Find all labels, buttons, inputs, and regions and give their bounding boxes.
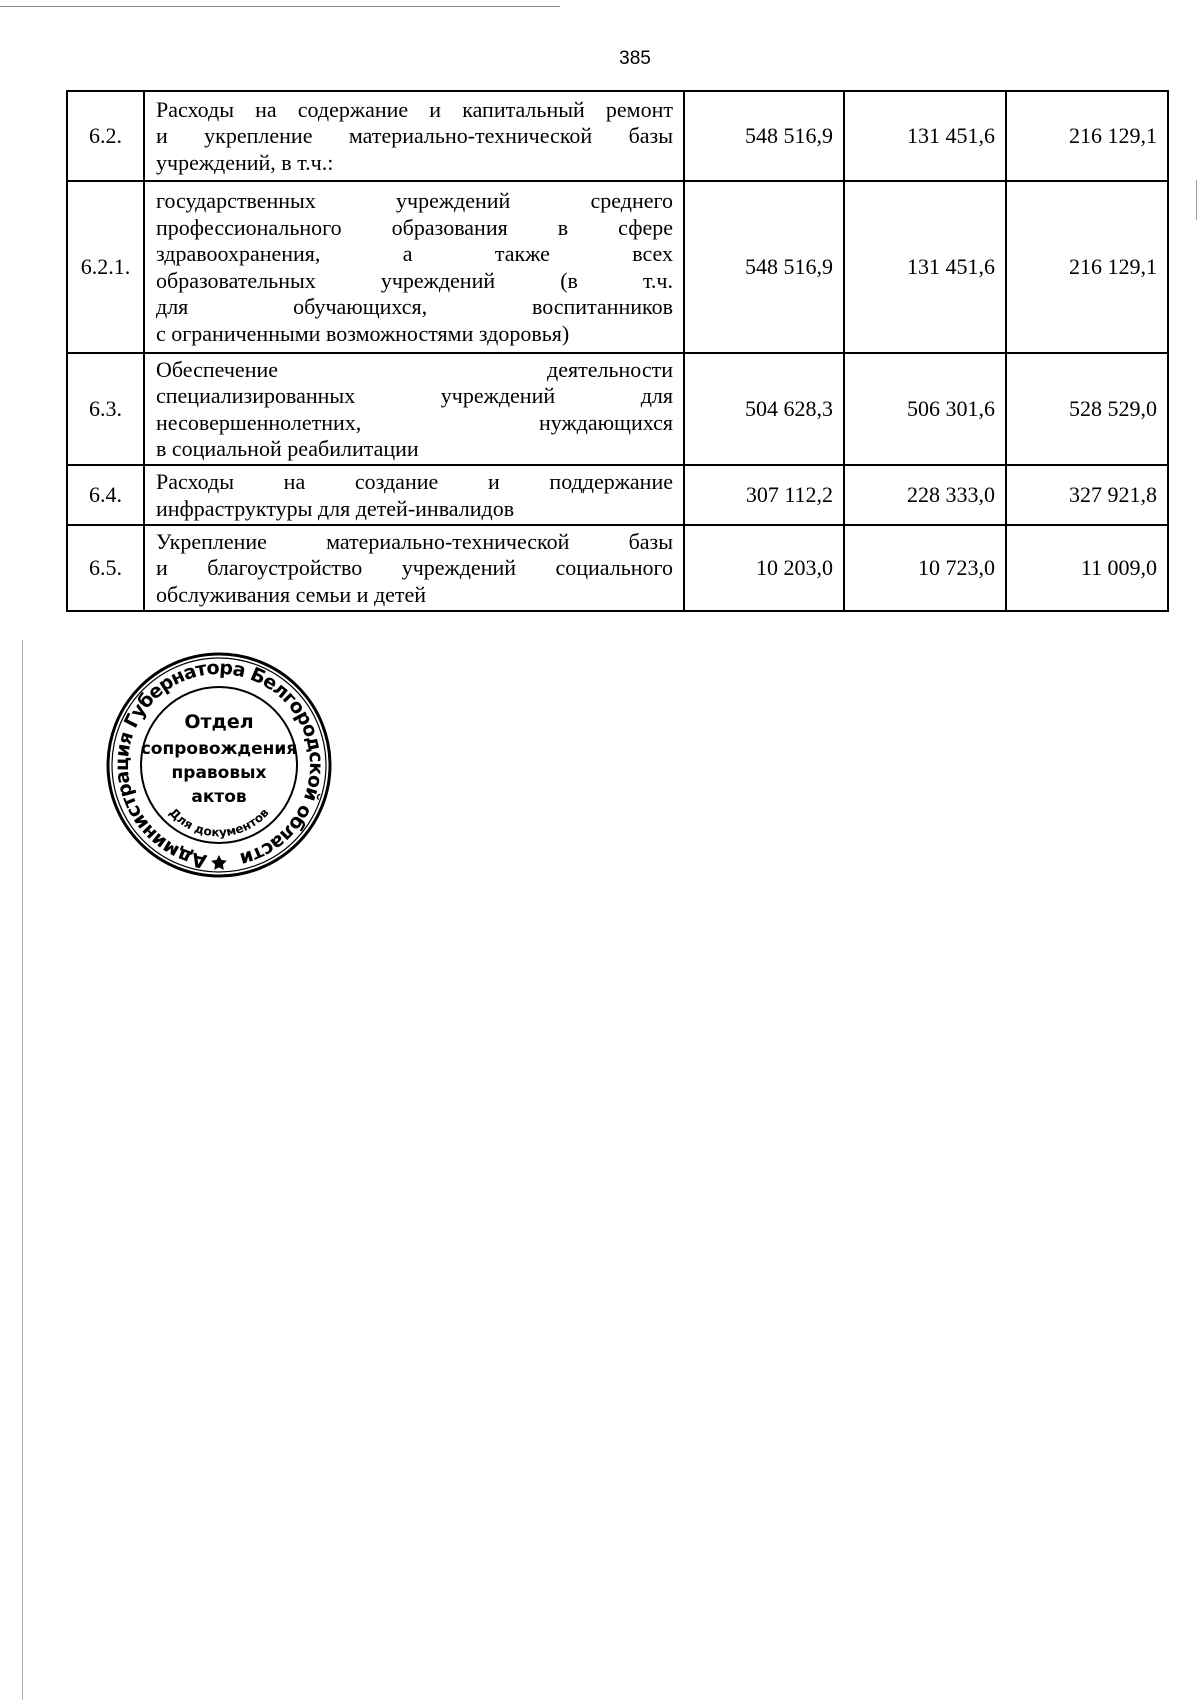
page-number: 385	[619, 48, 651, 69]
description-line: и благоустройство учреждений социального	[156, 555, 673, 581]
description-line: с ограниченными возможностями здоровья)	[156, 320, 570, 346]
value-cell-3: 11 009,0	[1006, 525, 1168, 611]
row-number: 6.3.	[67, 353, 144, 465]
row-number: 6.4.	[67, 465, 144, 525]
scan-edge-line-left	[22, 640, 23, 1700]
description-line: Расходы на создание и поддержание	[156, 469, 673, 494]
value-cell-2: 506 301,6	[844, 353, 1006, 465]
stamp-bottom-text: Для документов	[166, 805, 272, 840]
description-line: обслуживания семьи и детей	[156, 581, 427, 607]
value-cell-3: 528 529,0	[1006, 353, 1168, 465]
description-line: для обучающихся, воспитанников	[156, 294, 673, 319]
value-cell-1: 504 628,3	[684, 353, 844, 465]
official-stamp	[104, 650, 334, 880]
row-description	[144, 525, 684, 611]
row-description	[144, 465, 684, 525]
stamp-center-line: сопровождения	[140, 739, 298, 759]
scan-edge-line	[0, 6, 560, 7]
description-line: Укрепление материально-технической базы	[156, 528, 673, 554]
stamp-center-line: правовых	[171, 763, 267, 783]
description-line: Расходы на содержание и капитальный ремонт	[156, 96, 673, 122]
description-line: государственных учреждений среднего	[156, 188, 673, 213]
description-line: Обеспечение деятельности	[156, 356, 673, 382]
row-number: 6.2.	[67, 91, 144, 181]
value-cell-1: 548 516,9	[684, 181, 844, 353]
description-line: инфраструктуры для детей-инвалидов	[156, 495, 515, 521]
description-line: специализированных учреждений для	[156, 383, 673, 408]
description-line: учреждений, в т.ч.:	[156, 149, 334, 175]
budget-table	[66, 90, 1169, 612]
table-row	[67, 465, 1168, 525]
value-cell-3: 216 129,1	[1006, 181, 1168, 353]
table-row	[67, 91, 1168, 181]
stamp-ring-text: Администрация Губернатора Белгородской области	[110, 656, 328, 873]
description-line: в социальной реабилитации	[156, 436, 419, 461]
value-cell-2: 228 333,0	[844, 465, 1006, 525]
value-cell-3: 327 921,8	[1006, 465, 1168, 525]
table-row	[67, 353, 1168, 465]
description-line: здравоохранения, а также всех	[156, 241, 673, 266]
value-cell-2: 10 723,0	[844, 525, 1006, 611]
description-line: и укрепление материально-технической базы	[156, 123, 673, 149]
description-line: профессионального образования в сфере	[156, 214, 673, 240]
value-cell-1: 307 112,2	[684, 465, 844, 525]
value-cell-3: 216 129,1	[1006, 91, 1168, 181]
value-cell-2: 131 451,6	[844, 181, 1006, 353]
row-description	[144, 353, 684, 465]
description-line: образовательных учреждений (в т.ч.	[156, 267, 673, 293]
value-cell-2: 131 451,6	[844, 91, 1006, 181]
description-line: несовершеннолетних, нуждающихся	[156, 409, 673, 435]
scan-edge-mark	[1196, 180, 1197, 220]
row-number: 6.5.	[67, 525, 144, 611]
value-cell-1: 10 203,0	[684, 525, 844, 611]
table-row	[67, 181, 1168, 353]
row-description	[144, 181, 684, 353]
stamp-center-line: актов	[191, 787, 247, 807]
stamp-center-line: Отдел	[184, 711, 254, 733]
row-number: 6.2.1.	[67, 181, 144, 353]
table-row	[67, 525, 1168, 611]
row-description	[144, 91, 684, 181]
stamp-star-icon	[211, 855, 227, 870]
value-cell-1: 548 516,9	[684, 91, 844, 181]
